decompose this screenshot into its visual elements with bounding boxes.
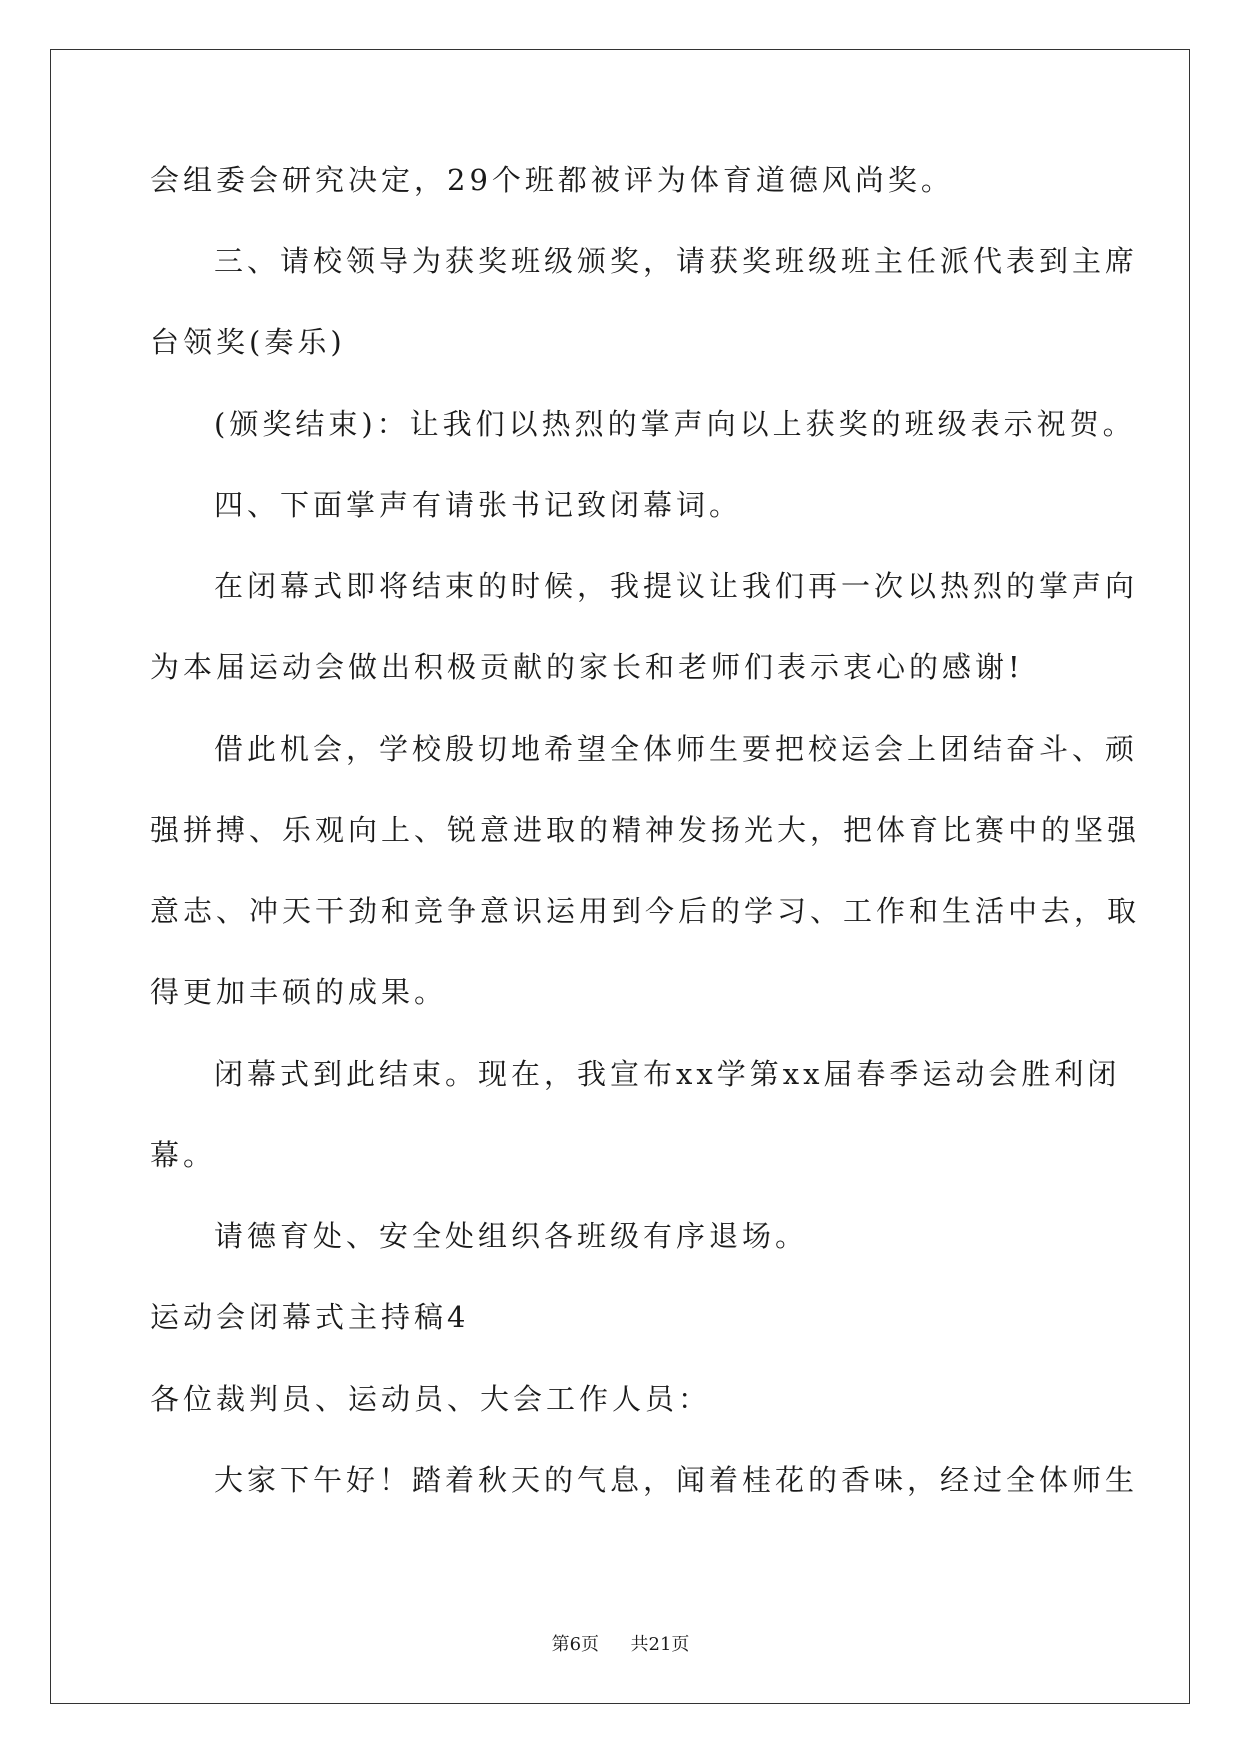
text-line-5: 四、下面掌声有请张书记致闭幕词。 xyxy=(214,488,743,522)
page-total: 共21页 xyxy=(630,1634,690,1655)
text-line-13: 幕。 xyxy=(150,1138,217,1172)
section-heading: 运动会闭幕式主持稿4 xyxy=(150,1300,470,1334)
text-line-8: 借此机会，学校殷切地希望全体师生要把校运会上团结奋斗、顽 xyxy=(214,732,1139,766)
page-border xyxy=(50,49,1190,1704)
text-line-1: 会组委会研究决定，29个班都被评为体育道德风尚奖。 xyxy=(150,163,954,197)
text-line-17: 大家下午好！踏着秋天的气息，闻着桂花的香味，经过全体师生 xyxy=(214,1463,1139,1497)
text-line-10: 意志、冲天干劲和竞争意识运用到今后的学习、工作和生活中去，取 xyxy=(150,894,1141,928)
text-line-11: 得更加丰硕的成果。 xyxy=(150,975,448,1009)
text-line-16: 各位裁判员、运动员、大会工作人员： xyxy=(150,1382,712,1416)
text-line-9: 强拼搏、乐观向上、锐意进取的精神发扬光大，把体育比赛中的坚强 xyxy=(150,813,1141,847)
text-line-12: 闭幕式到此结束。现在，我宣布xx学第xx届春季运动会胜利闭 xyxy=(214,1057,1121,1091)
text-line-4: (颁奖结束)：让我们以热烈的掌声向以上获奖的班级表示祝贺。 xyxy=(214,407,1136,441)
text-line-7: 为本届运动会做出积极贡献的家长和老师们表示衷心的感谢! xyxy=(150,650,1024,684)
text-line-2: 三、请校领导为获奖班级颁奖，请获奖班级班主任派代表到主席 xyxy=(214,244,1139,278)
page-number: 第6页 xyxy=(551,1634,600,1655)
page-footer xyxy=(0,1630,1241,1656)
text-line-3: 台领奖(奏乐) xyxy=(150,325,346,359)
text-line-6: 在闭幕式即将结束的时候，我提议让我们再一次以热烈的掌声向 xyxy=(214,569,1139,603)
text-line-14: 请德育处、安全处组织各班级有序退场。 xyxy=(214,1219,809,1253)
